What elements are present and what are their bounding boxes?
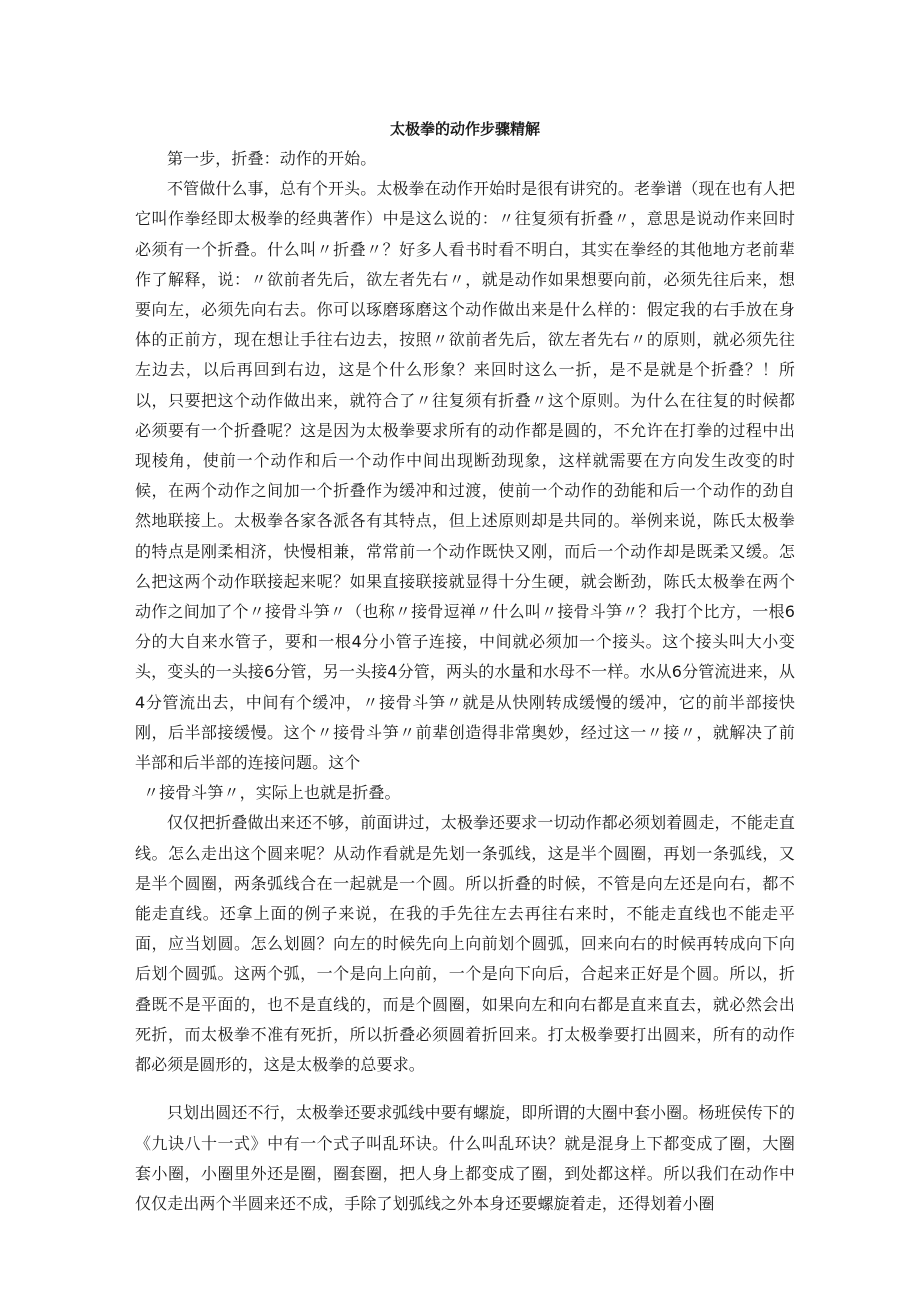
paragraph-folding-intro: 不管做什么事，总有个开头。太极拳在动作开始时是很有讲究的。老拳谱（现在也有人把它叫作拳经即太极拳的经典著作）中是这么说的：〃往复须有折叠〃，意思是说动作来回时必须有一个折叠。什么叫〃折叠〃？好多人看书时看不明白，其实在拳经的其他地方老前辈作了解释，说：〃欲前者先后，欲左者先右〃，就是动作如果想要向前，必须先往后来，想要向左，必须先向右去。你可以琢磨琢磨这个动作做出来是什么样的：假定我的右手放在身体的正前方，现在想让手往右边去，按照〃欲前者先后，欲左者先右〃的原则，就必须先往左边去，以后再回到右边，这是个什么形象？来回时这么一折，是不是就是个折叠？！所以，只要把这个动作做出来，就符合了〃往复须有折叠〃这个原则。为什么在往复的时候都必须要有一个折叠呢？这是因为太极拳要求所有的动作都是圆的，不允许在打拳的过程中出现棱角，使前一个动作和后一个动作中间出现断劲现象，这样就需要在方向发生改变的时候，在两个动作之间加一个折叠作为缓冲和过渡，使前一个动作的劲能和后一个动作的劲自然地联接上。太极拳各家各派各有其特点，但上述原则却是共同的。举例来说，陈氏太极拳的特点是刚柔相济，快慢相兼，常常前一个动作既快又刚，而后一个动作却是既柔又缓。怎么把这两个动作联接起来呢？如果直接联接就显得十分生硬，就会断劲，陈氏太极拳在两个动作之间加了个〃接骨斗笋〃（也称〃接骨逗禅〃什么叫〃接骨斗笋〃？我打个比方，一根6分的大自来水管子，要和一根4分小管子连接，中间就必须加一个接头。这个接头叫大小变头，变头的一头接6分管，另一头接4分管，两头的水量和水母不一样。水从6分管流进来，从4分管流出去，中间有个缓冲，〃接骨斗笋〃就是从快刚转成缓慢的缓冲，它的前半部接快刚，后半部接缓慢。这个〃接骨斗笋〃前辈创造得非常奥妙，经过这一〃接〃，就解决了前半部和后半部的连接问题。这个 [135,179,795,773]
paragraph-folding-conclusion: 〃接骨斗笋〃，实际上也就是折叠。 [143,783,401,803]
paragraph-circle: 仅仅把折叠做出来还不够，前面讲过，太极拳还要求一切动作都必须划着圆走，不能走直线。怎么走出这个圆来呢？从动作看就是先划一条弧线，这是半个圆圈，再划一条弧线，又是半个圆圈，两条弧线合在一起就是一个圆。所以折叠的时候，不管是向左还是向右，都不能走直线。还拿上面的例子来说，在我的手先往左去再往右来时，不能走直线也不能走平面，应当划圆。怎么划圆？向左的时候先向上向前划个圆弧，回来向右的时候再转成向下向后划个圆弧。这两个弧，一个是向上向前，一个是向下向后，合起来正好是个圆。所以，折叠既不是平面的，也不是直线的，而是个圆圈，如果向左和向右都是直来直去，就必然会出死折，而太极拳不准有死折，所以折叠必须圆着折回来。打太极拳要打出圆来，所有的动作都必须是圆形的，这是太极拳的总要求。 [135,813,795,1075]
paragraph-spiral: 只划出圆还不行，太极拳还要求弧线中要有螺旋，即所谓的大圈中套小圈。杨班侯传下的《九诀八十一式》中有一个式子叫乱环诀。什么叫乱环诀？就是混身上下都变成了圈，大圈套小圈，小圈里外还是圈，圈套圈，把人身上都变成了圈，到处都这样。所以我们在动作中仅仅走出两个半圆来还不成，手除了划弧线之外本身还要螺旋着走，还得划着小圈 [135,1103,795,1213]
paragraph-step-one: 第一步，折叠：动作的开始。 [167,149,377,168]
document-page [135,118,795,1219]
document-title: 太极拳的动作步骤精解 [389,120,540,138]
